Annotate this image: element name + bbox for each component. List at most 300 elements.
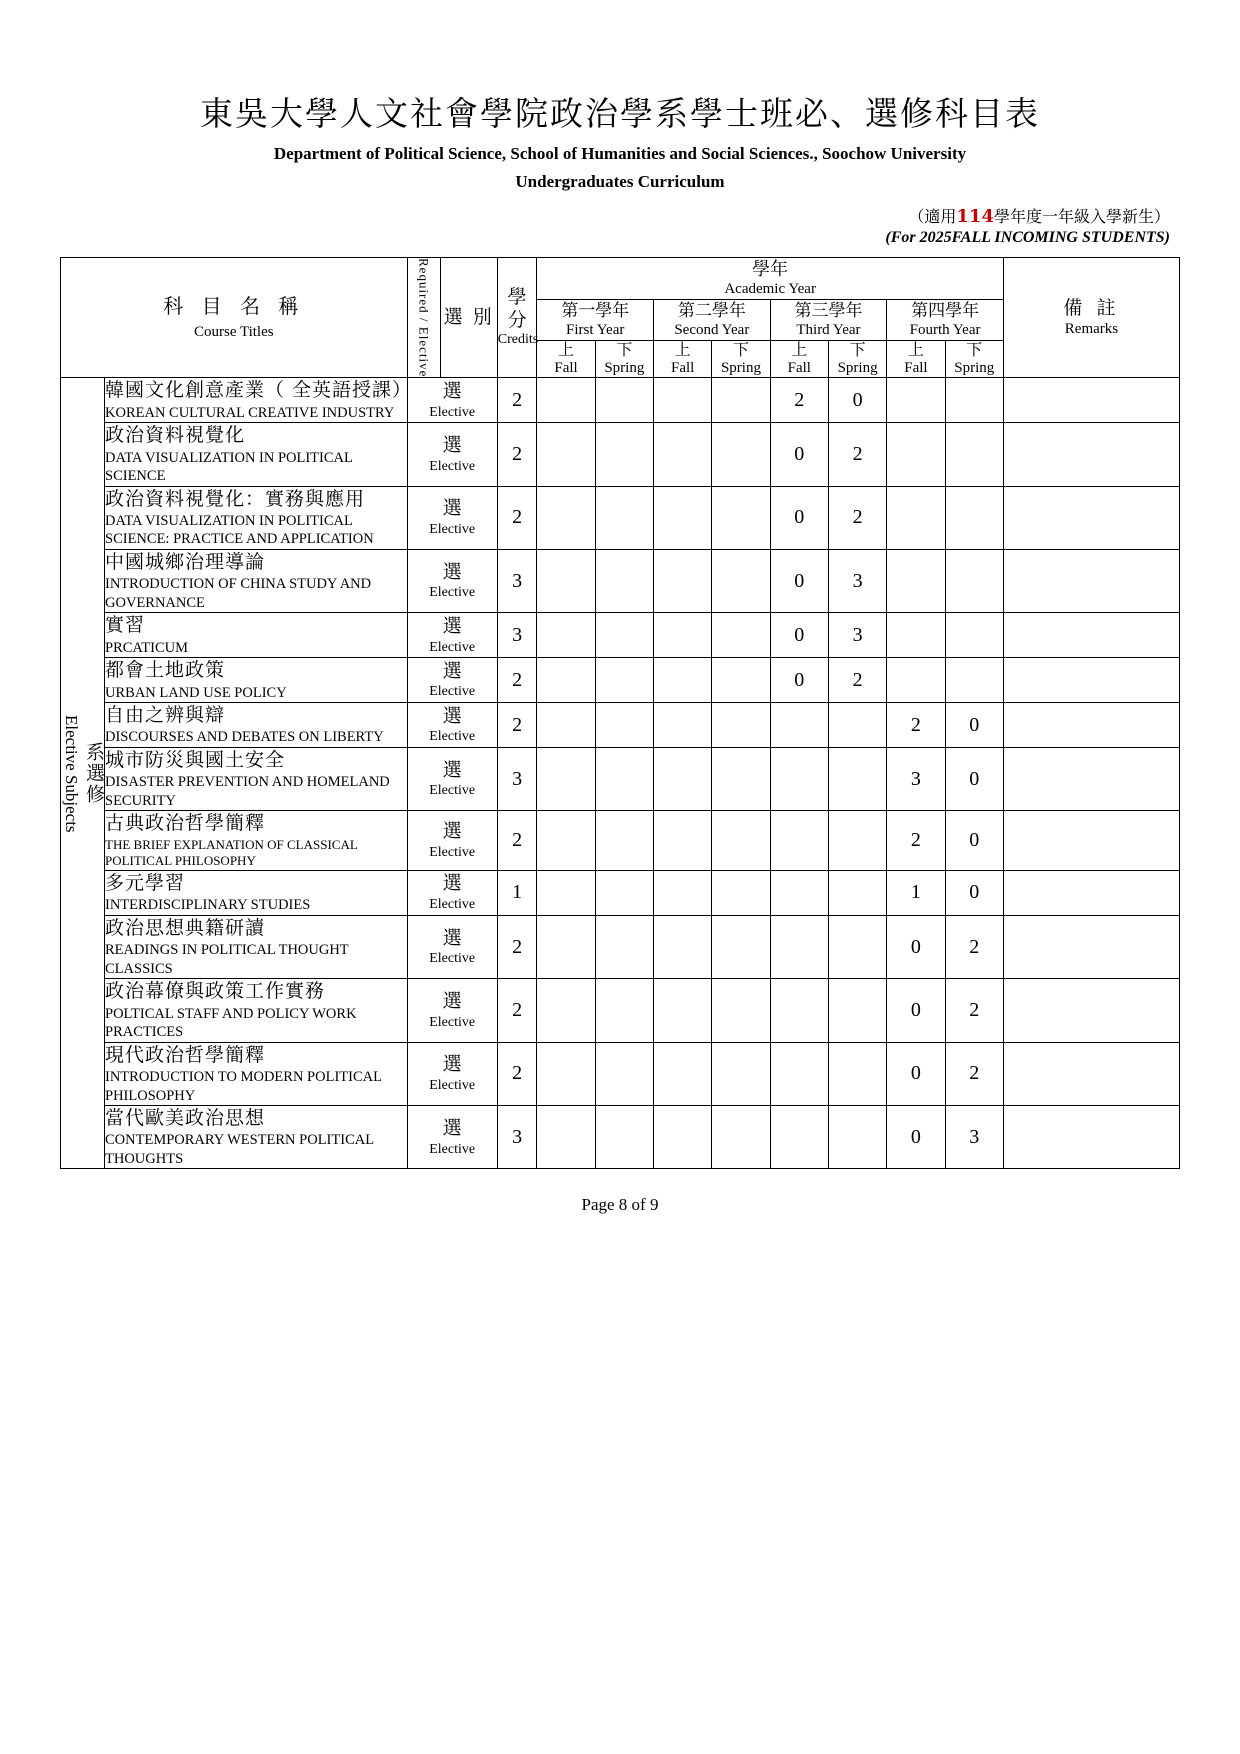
course-select-type xyxy=(407,423,497,486)
header-course-titles xyxy=(61,258,408,378)
course-select-type xyxy=(407,1042,497,1105)
section-label-cn: 系選修 xyxy=(82,741,104,805)
course-y2-spring xyxy=(712,915,770,978)
course-select-en: Elective xyxy=(429,729,476,745)
course-select-en: Elective xyxy=(429,844,476,860)
course-y1-spring xyxy=(595,613,653,658)
course-title-en: URBAN LAND USE POLICY xyxy=(105,684,287,701)
header-year-2-en: Second Year xyxy=(674,321,750,338)
course-title-cell xyxy=(105,1106,408,1169)
header-y3-fall-cn: 上 xyxy=(791,340,808,360)
header-credits xyxy=(497,258,537,378)
course-y1-spring xyxy=(595,486,653,549)
course-y1-spring xyxy=(595,870,653,915)
course-y4-fall: 0 xyxy=(887,1106,945,1169)
applies-year: 114 xyxy=(956,206,994,227)
course-y4-spring: 2 xyxy=(945,979,1003,1042)
course-y4-fall: 3 xyxy=(887,748,945,811)
header-y1-fall-cn: 上 xyxy=(558,340,575,360)
course-y1-fall xyxy=(537,423,595,486)
course-y4-fall xyxy=(887,613,945,658)
course-credits: 2 xyxy=(497,811,537,871)
course-select-en: Elective xyxy=(429,783,476,799)
table-row xyxy=(61,811,1180,871)
course-select-cn: 選 xyxy=(442,614,462,637)
course-y3-spring: 2 xyxy=(828,423,886,486)
course-select-cn: 選 xyxy=(442,1116,462,1139)
course-y3-spring xyxy=(828,1042,886,1105)
course-y4-spring: 0 xyxy=(945,870,1003,915)
header-year-1-cn: 第一學年 xyxy=(561,300,630,321)
course-select-cn: 選 xyxy=(442,704,462,727)
course-y4-fall xyxy=(887,550,945,613)
header-year-1-en: First Year xyxy=(566,321,625,338)
course-title-cn: 政治幕僚與政策工作實務 xyxy=(105,980,326,1003)
course-title-cn: 城市防災與國土安全 xyxy=(105,749,286,772)
table-row xyxy=(61,486,1180,549)
course-y2-fall xyxy=(654,979,712,1042)
course-select-cn: 選 xyxy=(442,990,462,1013)
header-year-2-cn: 第二學年 xyxy=(677,300,746,321)
course-title-cn: 韓國文化創意產業（ 全英語授課） xyxy=(105,379,413,402)
course-title-cell xyxy=(105,915,408,978)
course-select-en: Elective xyxy=(429,1078,476,1094)
course-select-en: Elective xyxy=(429,684,476,700)
course-title-cn: 政治資料視覺化：實務與應用 xyxy=(105,487,366,510)
course-y1-fall xyxy=(537,658,595,703)
course-select-type xyxy=(407,870,497,915)
course-y2-fall xyxy=(654,550,712,613)
course-title-en: DATA VISUALIZATION IN POLITICAL SCIENCE: PRACTICE AND APPLICATION xyxy=(105,512,374,548)
course-select-type xyxy=(407,550,497,613)
course-y3-spring: 2 xyxy=(828,658,886,703)
applies-to-note-en: (For 2025FALL INCOMING STUDENTS) xyxy=(885,229,1170,246)
table-row xyxy=(61,979,1180,1042)
course-y2-spring xyxy=(712,748,770,811)
course-y4-spring: 0 xyxy=(945,748,1003,811)
course-title-cell xyxy=(105,1042,408,1105)
section-label-en: Elective Subjects xyxy=(62,714,82,833)
course-select-type xyxy=(407,748,497,811)
header-credits-en: Credits xyxy=(497,332,539,348)
header-remarks xyxy=(1003,258,1179,378)
course-y1-fall xyxy=(537,486,595,549)
page-footer: Page 8 of 9 xyxy=(581,1195,659,1215)
header-academic-year-en: Academic Year xyxy=(724,281,816,298)
header-year-3 xyxy=(770,299,887,340)
course-y3-spring xyxy=(828,811,886,871)
table-body xyxy=(61,378,1180,1169)
course-y3-fall xyxy=(770,1106,828,1169)
course-y2-fall xyxy=(654,378,712,423)
course-credits: 3 xyxy=(497,1106,537,1169)
course-select-en: Elective xyxy=(429,639,476,655)
course-y2-fall xyxy=(654,915,712,978)
course-select-en: Elective xyxy=(429,458,476,474)
course-credits: 3 xyxy=(497,748,537,811)
course-title-en: DISASTER PREVENTION AND HOMELAND SECURITY xyxy=(105,774,390,809)
header-y4-spring xyxy=(945,340,1003,378)
course-select-en: Elective xyxy=(429,1014,476,1030)
course-title-cn: 政治資料視覺化 xyxy=(105,424,246,447)
course-y4-spring: 3 xyxy=(945,1106,1003,1169)
course-title-en: THE BRIEF EXPLANATION OF CLASSICAL POLITICAL PHILOSOPHY xyxy=(105,836,358,869)
header-y3-spring xyxy=(828,340,886,378)
course-title-en: POLTICAL STAFF AND POLICY WORK PRACTICES xyxy=(105,1005,357,1041)
course-select-type xyxy=(407,915,497,978)
course-y3-spring: 3 xyxy=(828,550,886,613)
header-y2-fall-en: Fall xyxy=(671,359,695,376)
header-y3-spring-cn: 下 xyxy=(849,340,866,360)
table-row xyxy=(61,378,1180,423)
course-y1-spring xyxy=(595,1042,653,1105)
course-title-cell xyxy=(105,748,408,811)
course-title-cell xyxy=(105,613,408,658)
course-select-type xyxy=(407,811,497,871)
course-select-type xyxy=(407,486,497,549)
course-y2-fall xyxy=(654,748,712,811)
header-y4-spring-en: Spring xyxy=(954,359,995,376)
course-y4-fall xyxy=(887,378,945,423)
course-title-cn: 當代歐美政治思想 xyxy=(105,1107,266,1130)
table-row xyxy=(61,748,1180,811)
section-label-elective-subjects xyxy=(61,378,105,1169)
course-select-en: Elective xyxy=(429,404,476,420)
course-y4-spring: 2 xyxy=(945,1042,1003,1105)
course-title-cell xyxy=(105,423,408,486)
curriculum-table xyxy=(60,257,1180,1169)
course-y1-spring xyxy=(595,658,653,703)
table-row xyxy=(61,658,1180,703)
course-title-cn: 政治思想典籍研讀 xyxy=(105,916,266,939)
course-remarks xyxy=(1003,1106,1179,1169)
course-y2-spring xyxy=(712,811,770,871)
course-select-cn: 選 xyxy=(442,379,462,402)
course-y2-spring xyxy=(712,486,770,549)
header-credits-cn: 學 分 xyxy=(507,286,527,332)
course-y3-fall: 0 xyxy=(770,550,828,613)
course-remarks xyxy=(1003,486,1179,549)
course-y4-fall: 0 xyxy=(887,915,945,978)
course-y2-spring xyxy=(712,658,770,703)
course-title-cn: 中國城鄉治理導論 xyxy=(105,551,266,574)
header-y2-spring-cn: 下 xyxy=(732,340,749,360)
course-y4-fall: 2 xyxy=(887,703,945,748)
course-y1-fall xyxy=(537,378,595,423)
course-y4-spring xyxy=(945,486,1003,549)
table-row xyxy=(61,1042,1180,1105)
header-y2-fall-cn: 上 xyxy=(674,340,691,360)
course-y3-spring: 3 xyxy=(828,613,886,658)
course-y4-fall: 0 xyxy=(887,979,945,1042)
course-y2-fall xyxy=(654,423,712,486)
header-y4-fall xyxy=(887,340,945,378)
course-y2-spring xyxy=(712,423,770,486)
course-credits: 2 xyxy=(497,915,537,978)
header-y3-spring-en: Spring xyxy=(837,359,878,376)
course-y1-fall xyxy=(537,703,595,748)
header-y3-fall-en: Fall xyxy=(787,359,811,376)
course-y2-fall xyxy=(654,613,712,658)
header-y1-spring-en: Spring xyxy=(604,359,645,376)
course-remarks xyxy=(1003,915,1179,978)
course-title-cn: 古典政治哲學簡釋 xyxy=(105,812,266,835)
course-select-cn: 選 xyxy=(442,758,462,781)
course-credits: 2 xyxy=(497,423,537,486)
course-select-type xyxy=(407,658,497,703)
course-y2-spring xyxy=(712,613,770,658)
course-title-cell xyxy=(105,486,408,549)
course-select-en: Elective xyxy=(429,522,476,538)
course-credits: 2 xyxy=(497,378,537,423)
course-y3-fall: 2 xyxy=(770,378,828,423)
header-y4-fall-cn: 上 xyxy=(907,340,924,360)
course-title-en: INTRODUCTION TO MODERN POLITICAL PHILOSOPHY xyxy=(105,1068,382,1104)
course-y1-fall xyxy=(537,979,595,1042)
course-y1-fall xyxy=(537,870,595,915)
course-y1-fall xyxy=(537,915,595,978)
header-y2-spring-en: Spring xyxy=(720,359,761,376)
course-select-en: Elective xyxy=(429,1141,476,1157)
header-academic-year xyxy=(537,258,1004,300)
applies-suffix: 學年度一年級入學新生） xyxy=(993,207,1170,226)
course-y1-spring xyxy=(595,423,653,486)
course-y1-spring xyxy=(595,748,653,811)
header-year-4-en: Fourth Year xyxy=(909,321,981,338)
course-y1-fall xyxy=(537,1106,595,1169)
table-row xyxy=(61,423,1180,486)
header-year-4 xyxy=(887,299,1004,340)
course-select-type xyxy=(407,703,497,748)
course-select-cn: 選 xyxy=(442,659,462,682)
course-select-cn: 選 xyxy=(442,926,462,949)
course-title-en: DATA VISUALIZATION IN POLITICAL SCIENCE xyxy=(105,449,353,485)
header-y2-fall xyxy=(654,340,712,378)
header-academic-year-cn: 學年 xyxy=(752,258,789,280)
course-y3-spring: 0 xyxy=(828,378,886,423)
course-remarks xyxy=(1003,703,1179,748)
course-y4-fall: 0 xyxy=(887,1042,945,1105)
course-y3-spring xyxy=(828,870,886,915)
course-remarks xyxy=(1003,423,1179,486)
course-y2-spring xyxy=(712,1106,770,1169)
course-credits: 2 xyxy=(497,1042,537,1105)
course-y3-fall: 0 xyxy=(770,613,828,658)
header-y4-fall-en: Fall xyxy=(904,359,928,376)
table-row xyxy=(61,703,1180,748)
course-title-cell xyxy=(105,378,413,423)
course-y3-fall xyxy=(770,811,828,871)
course-y4-spring xyxy=(945,423,1003,486)
course-title-cell xyxy=(105,658,408,703)
course-credits: 2 xyxy=(497,703,537,748)
course-title-cn: 都會土地政策 xyxy=(105,659,226,682)
page-title: 東吳大學人文社會學院政治學系學士班必、選修科目表 xyxy=(200,94,1040,133)
course-y3-fall: 0 xyxy=(770,658,828,703)
table-row xyxy=(61,550,1180,613)
header-y4-spring-cn: 下 xyxy=(966,340,983,360)
course-credits: 1 xyxy=(497,870,537,915)
course-y4-spring xyxy=(945,378,1003,423)
course-title-cell xyxy=(105,703,408,748)
course-credits: 2 xyxy=(497,658,537,703)
header-year-2 xyxy=(654,299,771,340)
course-y4-spring: 0 xyxy=(945,703,1003,748)
course-credits: 3 xyxy=(497,613,537,658)
course-y2-spring xyxy=(712,550,770,613)
course-y2-spring xyxy=(712,378,770,423)
course-y1-spring xyxy=(595,979,653,1042)
course-y4-spring: 0 xyxy=(945,811,1003,871)
course-remarks xyxy=(1003,1042,1179,1105)
course-credits: 3 xyxy=(497,550,537,613)
course-select-en: Elective xyxy=(429,951,476,967)
course-y2-fall xyxy=(654,486,712,549)
table-row xyxy=(61,1106,1180,1169)
course-y2-spring xyxy=(712,703,770,748)
header-course-en: Course Titles xyxy=(193,324,274,341)
course-y2-fall xyxy=(654,1106,712,1169)
course-y1-fall xyxy=(537,1042,595,1105)
course-y3-fall xyxy=(770,748,828,811)
course-title-en: CONTEMPORARY WESTERN POLITICAL THOUGHTS xyxy=(105,1132,374,1167)
course-select-cn: 選 xyxy=(442,497,462,520)
header-year-3-en: Third Year xyxy=(796,321,861,338)
header-y2-spring xyxy=(712,340,770,378)
applies-to-note xyxy=(60,204,1180,227)
course-select-type xyxy=(407,378,497,423)
header-y3-fall xyxy=(770,340,828,378)
course-y1-fall xyxy=(537,613,595,658)
course-select-cn: 選 xyxy=(442,560,462,583)
course-y1-fall xyxy=(537,811,595,871)
course-y2-spring xyxy=(712,979,770,1042)
course-remarks xyxy=(1003,550,1179,613)
course-y3-spring xyxy=(828,748,886,811)
course-title-cn: 自由之辨與辯 xyxy=(105,704,226,727)
course-y4-fall xyxy=(887,486,945,549)
course-remarks xyxy=(1003,870,1179,915)
course-y3-spring xyxy=(828,979,886,1042)
header-y1-spring xyxy=(595,340,653,378)
course-title-cn: 多元學習 xyxy=(105,871,186,894)
course-y3-fall xyxy=(770,979,828,1042)
course-y3-fall xyxy=(770,1042,828,1105)
course-y3-fall: 0 xyxy=(770,486,828,549)
course-title-en: READINGS IN POLITICAL THOUGHT CLASSICS xyxy=(105,942,349,977)
course-y4-fall xyxy=(887,658,945,703)
header-year-1 xyxy=(537,299,654,340)
header-course-cn: 科 目 名 稱 xyxy=(163,294,305,319)
course-y4-spring: 2 xyxy=(945,915,1003,978)
course-title-en: PRCATICUM xyxy=(105,639,188,656)
header-year-3-cn: 第三學年 xyxy=(794,300,863,321)
course-y1-fall xyxy=(537,550,595,613)
course-select-cn: 選 xyxy=(442,1053,462,1076)
course-select-type xyxy=(407,979,497,1042)
course-y1-fall xyxy=(537,748,595,811)
course-y3-spring xyxy=(828,915,886,978)
header-select-type: 選 別 xyxy=(440,258,497,378)
course-y2-fall xyxy=(654,703,712,748)
course-title-cell xyxy=(105,550,408,613)
course-title-cell xyxy=(105,979,408,1042)
course-remarks xyxy=(1003,811,1179,871)
course-y3-spring xyxy=(828,703,886,748)
course-y2-fall xyxy=(654,658,712,703)
course-title-en: DISCOURSES AND DEBATES ON LIBERTY xyxy=(105,729,384,746)
course-select-cn: 選 xyxy=(442,433,462,456)
course-select-en: Elective xyxy=(429,585,476,601)
course-y1-spring xyxy=(595,1106,653,1169)
course-remarks xyxy=(1003,979,1179,1042)
course-y3-spring xyxy=(828,1106,886,1169)
course-y3-fall: 0 xyxy=(770,423,828,486)
header-y1-fall-en: Fall xyxy=(554,359,578,376)
course-y1-spring xyxy=(595,811,653,871)
course-remarks xyxy=(1003,613,1179,658)
course-y3-fall xyxy=(770,703,828,748)
page-subtitle-en-line1: Department of Political Science, School of Humanities and Social Sciences., Soochow University xyxy=(273,144,967,163)
course-title-cn: 實習 xyxy=(105,614,146,637)
header-required-elective-label: Required / Elective xyxy=(416,258,432,378)
course-title-cn: 現代政治哲學簡釋 xyxy=(105,1043,266,1066)
course-y4-fall xyxy=(887,423,945,486)
course-credits: 2 xyxy=(497,486,537,549)
course-select-type xyxy=(407,613,497,658)
course-y3-fall xyxy=(770,915,828,978)
course-remarks xyxy=(1003,378,1179,423)
course-select-cn: 選 xyxy=(442,872,462,895)
table-row xyxy=(61,915,1180,978)
header-y1-fall xyxy=(537,340,595,378)
course-y1-spring xyxy=(595,378,653,423)
course-title-cell xyxy=(105,811,408,871)
course-select-cn: 選 xyxy=(442,820,462,843)
page-subtitle-en-line2: Undergraduates Curriculum xyxy=(515,171,725,191)
course-title-cell xyxy=(105,870,408,915)
course-select-type xyxy=(407,1106,497,1169)
table-row xyxy=(61,613,1180,658)
course-y4-fall: 1 xyxy=(887,870,945,915)
course-y2-spring xyxy=(712,870,770,915)
course-y4-fall: 2 xyxy=(887,811,945,871)
header-y1-spring-cn: 下 xyxy=(616,340,633,360)
course-y2-fall xyxy=(654,811,712,871)
header-year-4-cn: 第四學年 xyxy=(911,300,980,321)
course-remarks xyxy=(1003,658,1179,703)
header-required-elective xyxy=(407,258,440,378)
course-y2-fall xyxy=(654,1042,712,1105)
course-title-en: INTERDISCIPLINARY STUDIES xyxy=(105,897,311,914)
course-select-en: Elective xyxy=(429,897,476,913)
applies-prefix: （適用 xyxy=(908,207,957,226)
course-y1-spring xyxy=(595,550,653,613)
course-y2-fall xyxy=(654,870,712,915)
course-y4-spring xyxy=(945,550,1003,613)
course-y4-spring xyxy=(945,613,1003,658)
course-y1-spring xyxy=(595,703,653,748)
course-y4-spring xyxy=(945,658,1003,703)
course-y1-spring xyxy=(595,915,653,978)
course-y3-fall xyxy=(770,870,828,915)
header-remarks-cn: 備 註 xyxy=(1063,296,1120,319)
course-remarks xyxy=(1003,748,1179,811)
header-remarks-en: Remarks xyxy=(1064,321,1119,338)
course-title-en: KOREAN CULTURAL CREATIVE INDUSTRY xyxy=(105,404,395,421)
table-header-row-1 xyxy=(61,258,1180,300)
course-credits: 2 xyxy=(497,979,537,1042)
